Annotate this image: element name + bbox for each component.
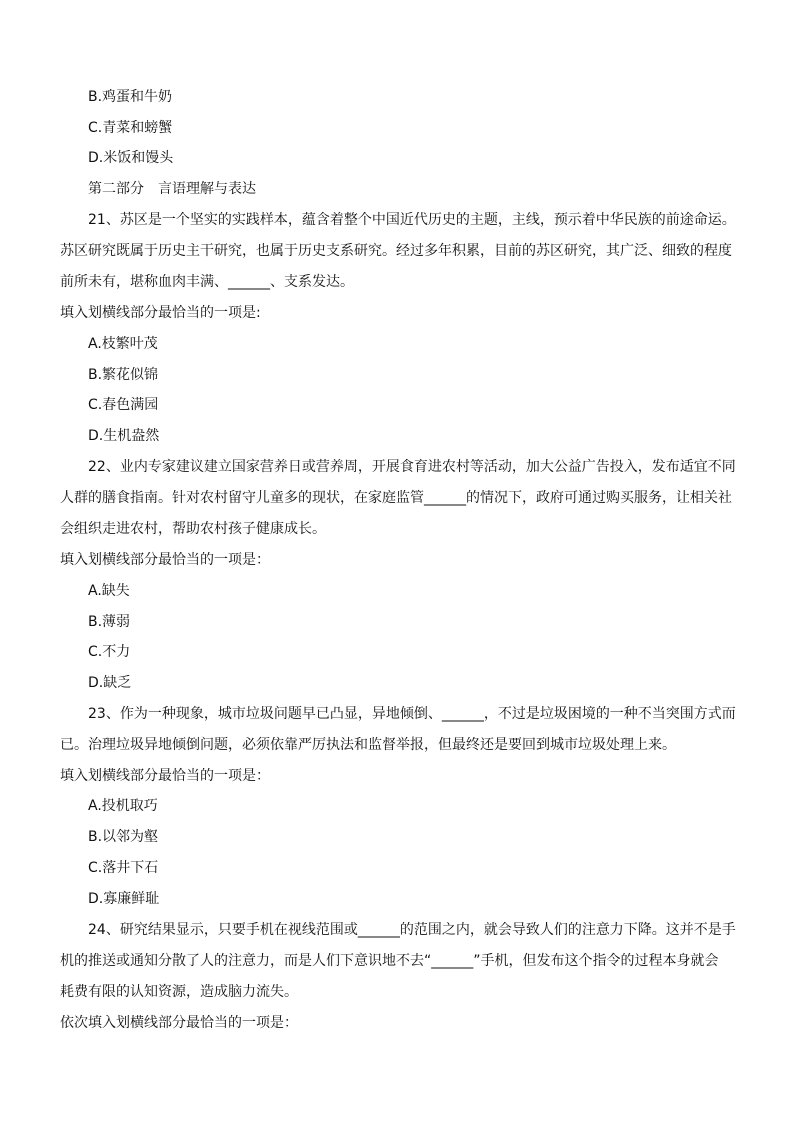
question-24 [60,920,740,1013]
question-text-line: 会组织走进农村，帮助农村孩子健康成长。 [60,521,326,537]
option-a: A.投机取巧 [88,798,158,814]
question-text-line: 已。治理垃圾异地倾倒问题，必须依靠严厉执法和监督举报，但最终还是要回到城市垃圾处理上来。 [60,737,676,753]
question-21 [60,210,740,303]
section-title: 第二部分 言语理解与表达 [88,181,256,197]
question-text-line: 耗费有限的认知资源，造成脑力流失。 [60,984,298,1000]
question-prompt: 填入划横线部分最恰当的一项是： [60,552,270,568]
question-text-line: 22、业内专家建议建立国家营养日或营养周，开展食育进农村等活动，加大公益广告投入，发布适宜不同 [88,459,736,475]
option-d: D.缺乏 [88,675,132,691]
option-d: D.生机盎然 [88,428,160,444]
question-23 [60,704,740,766]
option-a: A.枝繁叶茂 [88,336,158,352]
option-b: B.以邻为壑 [88,829,159,845]
question-22 [60,457,740,550]
option-c: C.春色满园 [88,397,159,413]
option-c: C.不力 [88,644,131,660]
option-b: B.薄弱 [88,614,131,630]
option-c: C.落井下石 [88,860,159,876]
question-text-line: 24、研究结果显示，只要手机在视线范围或______的范围之内，就会导致人们的注意力下降。这并不是手 [88,922,736,938]
option-c: C.青菜和螃蟹 [88,120,173,136]
question-text-line: 21、苏区是一个坚实的实践样本，蕴含着整个中国近代历史的主题，主线，预示着中华民族的前途命运。 [88,212,736,228]
question-text-line: 前所未有，堪称血肉丰满、______、支系发达。 [60,274,354,290]
question-text-line: 23、作为一种现象，城市垃圾问题早已凸显，异地倾倒、______，不过是垃圾困境的一种不当突围方式而 [88,706,736,722]
question-prompt: 依次填入划横线部分最恰当的一项是： [60,1015,298,1031]
option-b: B.鸡蛋和牛奶 [88,89,173,105]
option-a: A.缺失 [88,583,130,599]
option-d: D.寡廉鲜耻 [88,891,160,907]
option-b: B.繁花似锦 [88,367,159,383]
question-text-line: 人群的膳食指南。针对农村留守儿童多的现状，在家庭监管______的情况下，政府可通过购买服务，让相关社 [60,490,732,506]
question-text-line: 苏区研究既属于历史主干研究，也属于历史支系研究。经过多年积累，目前的苏区研究，其广泛、细致的程度 [60,243,732,259]
question-prompt: 填入划横线部分最恰当的一项是： [60,768,270,784]
question-prompt: 填入划横线部分最恰当的一项是: [60,305,261,321]
option-d: D.米饭和馒头 [88,150,174,166]
question-text-line: 机的推送或通知分散了人的注意力，而是人们下意识地不去“______”手机，但发布这个指令的过程本身就会 [60,953,719,969]
